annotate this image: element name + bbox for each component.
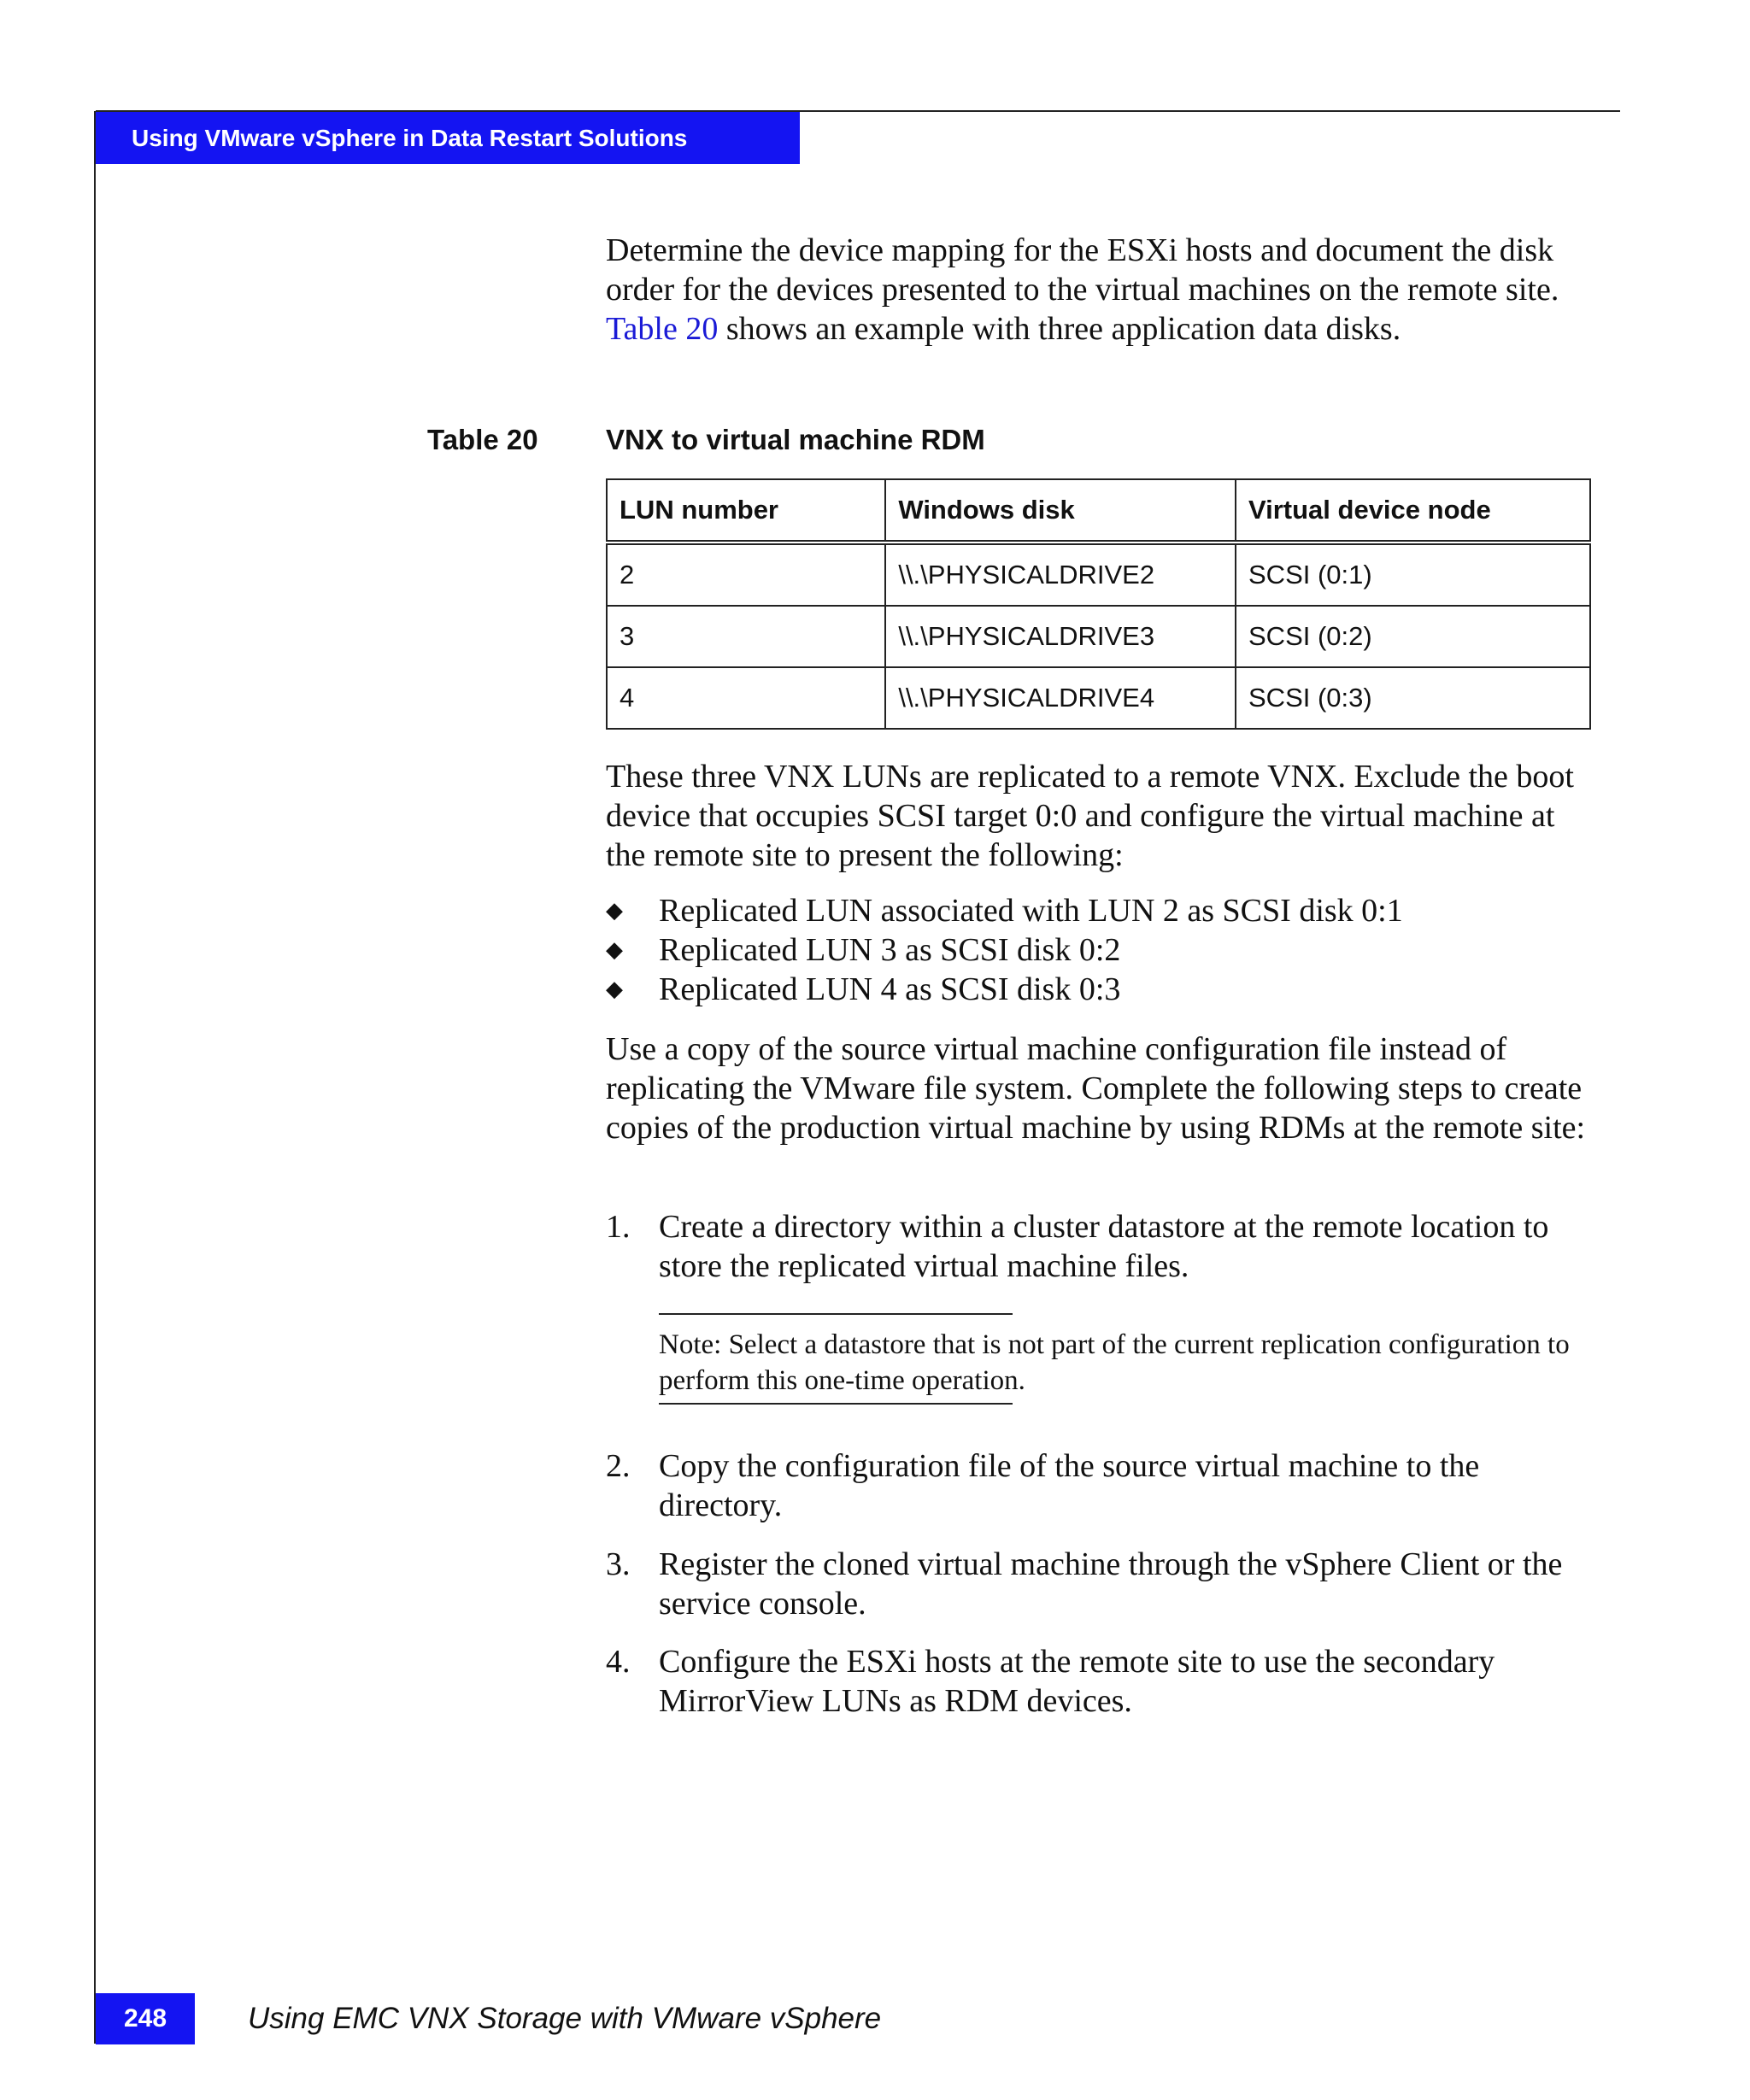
- table-row: [607, 606, 1590, 667]
- cell-virtual-device-node: SCSI (0:3): [1236, 667, 1590, 729]
- diamond-bullet-icon: ◆: [606, 898, 623, 923]
- step-number: 1.: [606, 1209, 631, 1245]
- column-header-lun: LUN number: [607, 479, 885, 543]
- replication-text: These three VNX LUNs are replicated to a remote VNX. Exclude the boot device that occupies SCSI target 0:0 and configure the virtual machine at the remote site to present the following:: [606, 759, 1574, 873]
- cell-lun: 2: [607, 543, 885, 606]
- list-item-text: Replicated LUN 4 as SCSI disk 0:3: [659, 971, 1121, 1007]
- rdm-mapping-table: [606, 478, 1591, 730]
- table-row: [607, 667, 1590, 729]
- table-label: Table 20: [427, 424, 538, 455]
- step-text: Configure the ESXi hosts at the remote site to use the secondary MirrorView LUNs as RDM devices.: [659, 1644, 1495, 1719]
- section-header-tab: Using VMware vSphere in Data Restart Solutions: [96, 112, 800, 164]
- cell-lun: 4: [607, 667, 885, 729]
- cell-lun: 3: [607, 606, 885, 667]
- footer-book-title: Using EMC VNX Storage with VMware vSphere: [248, 2002, 882, 2035]
- table-title: VNX to virtual machine RDM: [606, 424, 985, 455]
- step-item: [606, 1642, 1597, 1721]
- bullet-list: [606, 891, 1597, 1009]
- cell-windows-disk: \\.\PHYSICALDRIVE2: [885, 543, 1236, 606]
- list-item: [606, 970, 1597, 1009]
- step-text: Create a directory within a cluster datastore at the remote location to store the replicated virtual machine files.: [659, 1209, 1549, 1284]
- step-item: [606, 1446, 1597, 1525]
- cell-virtual-device-node: SCSI (0:2): [1236, 606, 1590, 667]
- replication-paragraph: [606, 757, 1597, 875]
- intro-text-2: shows an example with three application data disks.: [718, 311, 1401, 347]
- column-header-virtual-device-node: Virtual device node: [1236, 479, 1590, 543]
- table-header-row: [607, 479, 1590, 543]
- cell-windows-disk: \\.\PHYSICALDRIVE3: [885, 606, 1236, 667]
- column-header-windows-disk: Windows disk: [885, 479, 1236, 543]
- left-margin-rule: [94, 111, 96, 2044]
- page-number: 248: [96, 1993, 195, 2044]
- diamond-bullet-icon: ◆: [606, 977, 623, 1001]
- list-item: [606, 891, 1597, 930]
- table-row: [607, 543, 1590, 606]
- step-item: [606, 1545, 1597, 1623]
- list-item-text: Replicated LUN associated with LUN 2 as SCSI disk 0:1: [659, 893, 1403, 929]
- configuration-text: Use a copy of the source virtual machine configuration file instead of replicating the VMware file system. Complete the following steps to create copies of the production virtual machine by using RDMs at the remote site:: [606, 1031, 1586, 1146]
- step-text: Copy the configuration file of the source virtual machine to the directory.: [659, 1448, 1480, 1523]
- step-number: 3.: [606, 1546, 631, 1582]
- diamond-bullet-icon: ◆: [606, 937, 623, 962]
- note-bottom-rule: [659, 1403, 1013, 1405]
- note-top-rule: [659, 1313, 1013, 1315]
- step-number: 2.: [606, 1448, 631, 1484]
- intro-text-1: Determine the device mapping for the ESXi hosts and document the disk order for the devices presented to the virtual machines on the remote site.: [606, 232, 1559, 308]
- cell-windows-disk: \\.\PHYSICALDRIVE4: [885, 667, 1236, 729]
- configuration-paragraph: [606, 1029, 1597, 1147]
- intro-paragraph: [606, 231, 1597, 349]
- note-text: Note: Select a datastore that is not part of the current replication configuration to perform this one-time operation.: [659, 1329, 1570, 1396]
- step-item: [606, 1207, 1597, 1286]
- table-20-link[interactable]: Table 20: [606, 311, 719, 347]
- step-text: Register the cloned virtual machine through the vSphere Client or the service console.: [659, 1546, 1563, 1622]
- step-number: 4.: [606, 1644, 631, 1680]
- cell-virtual-device-node: SCSI (0:1): [1236, 543, 1590, 606]
- list-item: [606, 930, 1597, 970]
- list-item-text: Replicated LUN 3 as SCSI disk 0:2: [659, 932, 1121, 968]
